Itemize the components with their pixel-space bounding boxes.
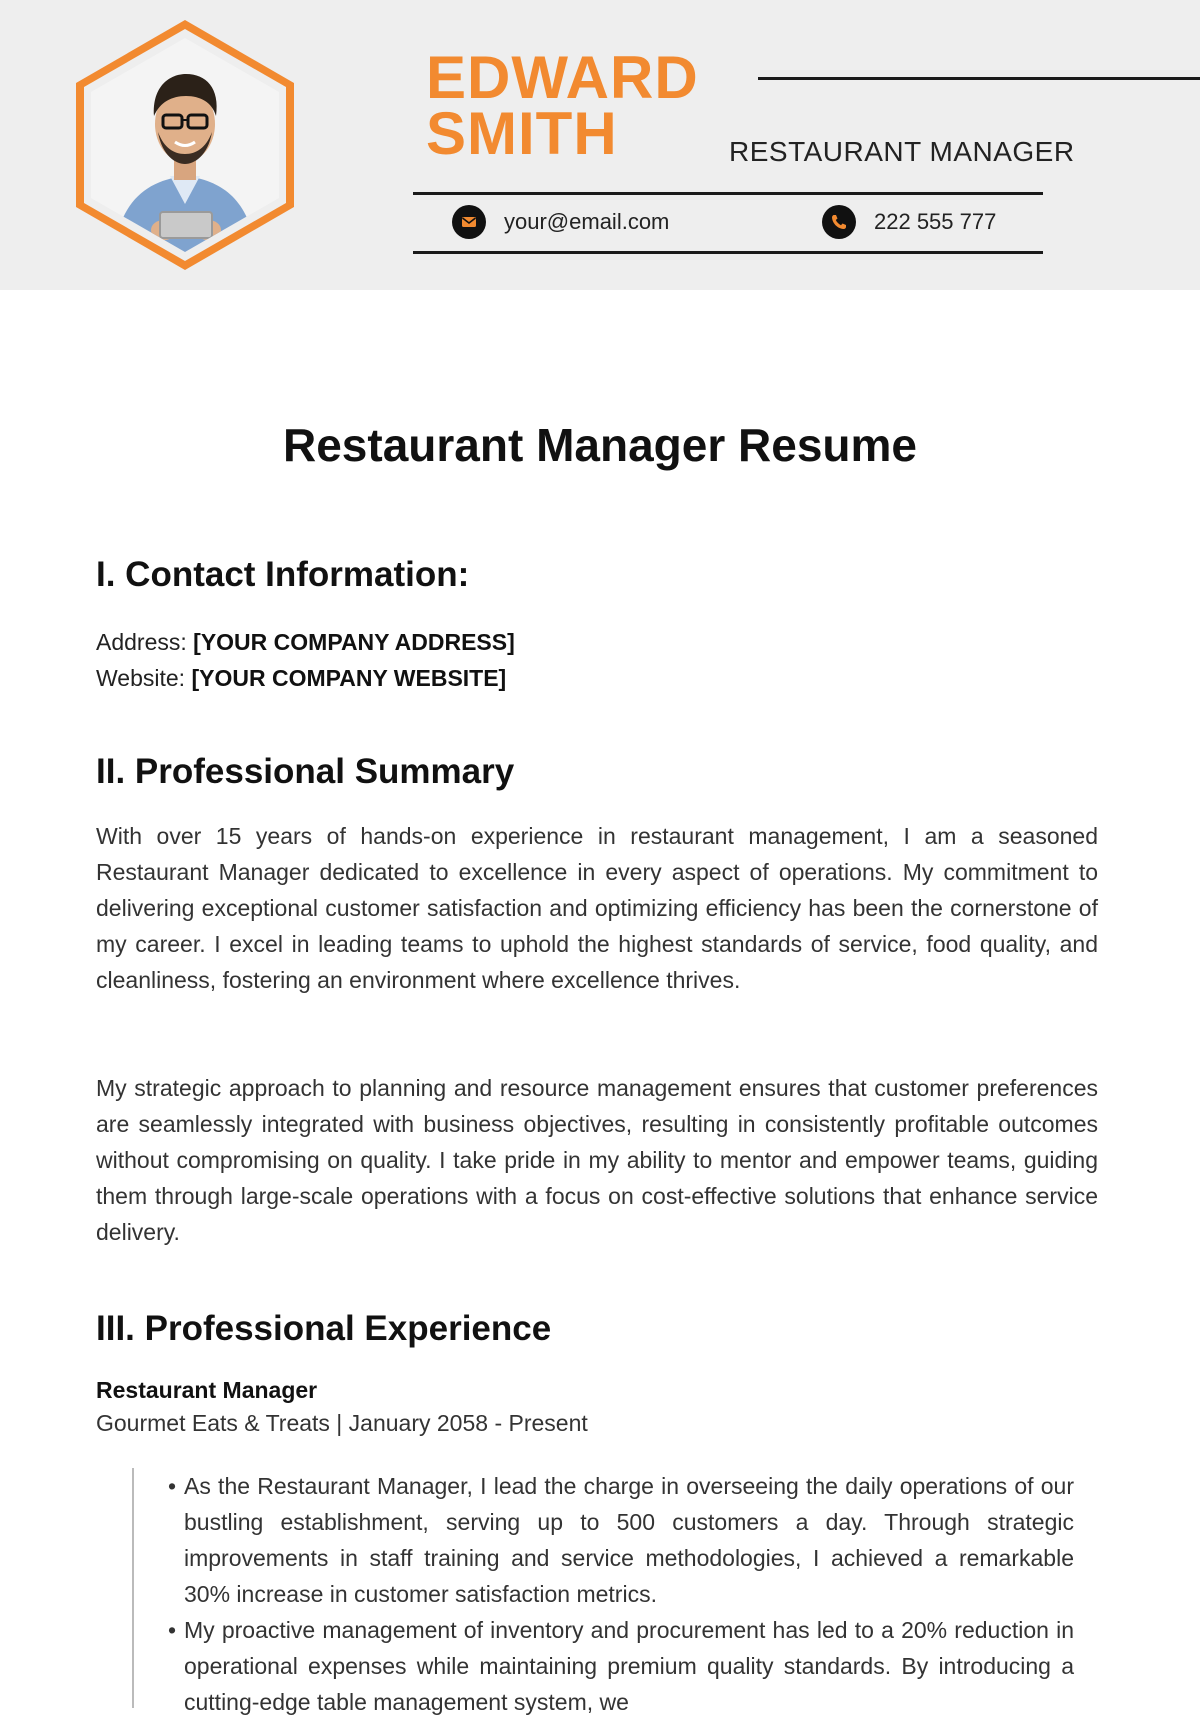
contact-divider-top: [413, 192, 1043, 195]
job-title: RESTAURANT MANAGER: [729, 136, 1075, 167]
job-bullet: • As the Restaurant Manager, I lead the charge in overseeing the daily operations of our bustling establishment, serving up to 500 customers a day. Through strategic improvements in staff training and service methodologies, I achieved a remarkable 30% increase in customer satisfaction metrics.: [168, 1468, 1074, 1612]
contact-info-block: [96, 624, 515, 696]
candidate-name: [426, 44, 699, 167]
envelope-icon: [452, 205, 486, 239]
document-title: Restaurant Manager Resume: [283, 419, 917, 471]
job-bullet-list: [132, 1468, 1074, 1715]
summary-section-heading: II. Professional Summary: [96, 752, 515, 791]
website-value: [YOUR COMPANY WEBSITE]: [191, 665, 507, 691]
phone-icon: [822, 205, 856, 239]
contact-phone[interactable]: [822, 205, 996, 239]
address-value: [YOUR COMPANY ADDRESS]: [193, 629, 515, 655]
summary-paragraph: My strategic approach to planning and resource management ensures that customer preferences are seamlessly integrated with business objectives, resulting in consistently profitable outcomes without compromising on quality. I take pride in my ability to mentor and empower teams, guiding them through large-scale operations with a focus on cost-effective solutions that enhance service delivery.: [96, 1075, 1098, 1245]
experience-section-heading: III. Professional Experience: [96, 1309, 552, 1348]
profile-photo-frame: [72, 16, 298, 274]
job-role: Restaurant Manager: [96, 1377, 318, 1403]
email-text: your@email.com: [504, 209, 670, 234]
contact-section-heading: I. Contact Information:: [96, 555, 470, 594]
name-last: SMITH: [426, 100, 618, 167]
address-line: [96, 624, 515, 660]
job-employer-dates: Gourmet Eats & Treats | January 2058 - Present: [96, 1410, 588, 1436]
name-divider: [758, 77, 1200, 80]
profile-photo: [72, 16, 298, 274]
address-label: Address:: [96, 629, 187, 655]
contact-divider-bottom: [413, 251, 1043, 254]
website-label: Website:: [96, 665, 186, 691]
job-bullet: • My proactive management of inventory and procurement has led to a 20% reduction in operational expenses while maintaining premium quality standards. By introducing a cutting-edge table management system, we: [168, 1612, 1074, 1720]
website-line: [96, 660, 515, 696]
resume-header: [0, 0, 1200, 290]
summary-paragraph: With over 15 years of hands-on experience in restaurant management, I am a seasoned Restaurant Manager dedicated to excellence in every aspect of operations. My commitment to delivering exceptional customer satisfaction and optimizing efficiency has been the cornerstone of my career. I excel in leading teams to uphold the highest standards of service, food quality, and cleanliness, fostering an environment where excellence thrives.: [96, 823, 1098, 993]
name-first: EDWARD: [426, 44, 699, 111]
phone-text: 222 555 777: [874, 209, 997, 234]
contact-email[interactable]: [452, 205, 669, 239]
